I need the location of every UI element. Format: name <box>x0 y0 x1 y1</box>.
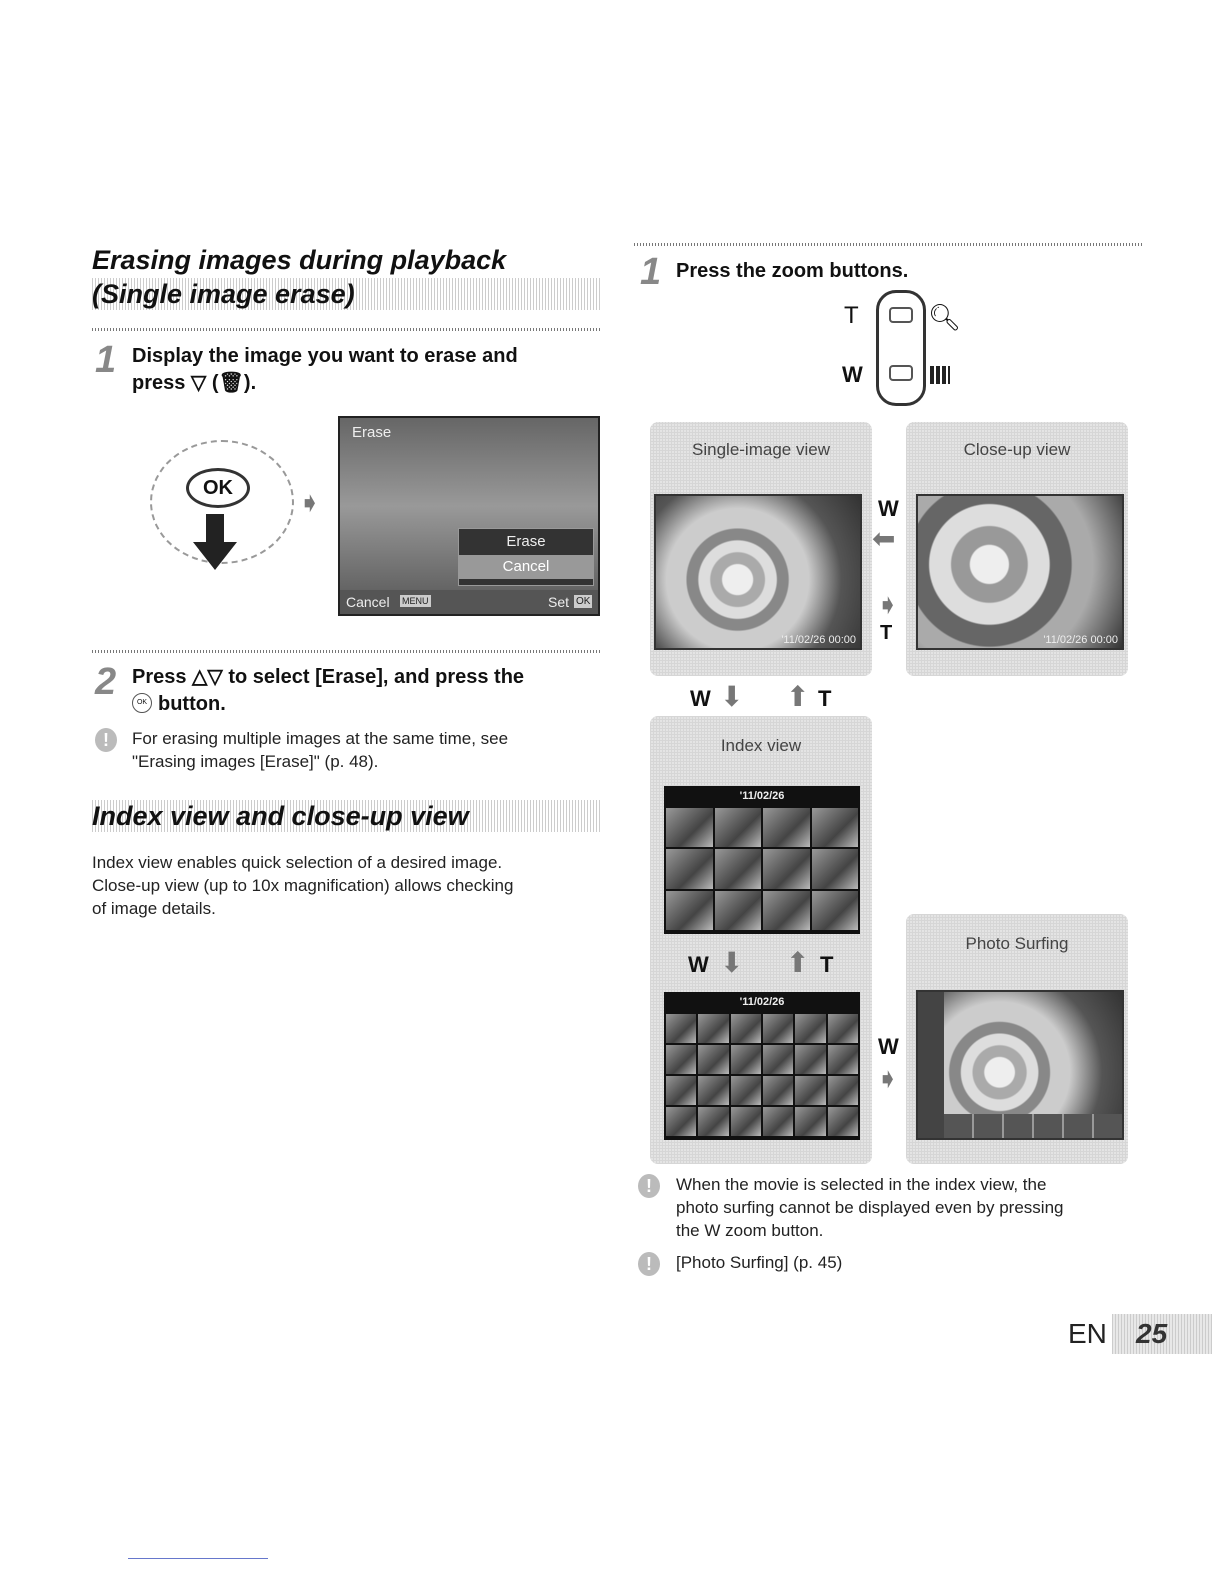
index-screen-6x4 <box>664 992 860 1140</box>
surfing-filmstrip <box>944 1114 1122 1138</box>
left-arrow-icon: ⬅ <box>872 523 896 554</box>
menu-item-cancel[interactable]: Cancel <box>459 555 593 579</box>
step-text: Press △▽ to select [Erase], and press the <box>132 666 525 688</box>
thumbnail-grid <box>664 806 860 932</box>
erase-menu <box>458 528 594 586</box>
right-arrow-icon: ➧ <box>298 487 322 518</box>
step-number: 1 <box>95 339 117 381</box>
panel-label: Close-up view <box>963 440 1071 459</box>
note-text: [Photo Surfing] (p. 45) <box>676 1253 843 1272</box>
language-code: EN <box>1068 1318 1107 1349</box>
divider <box>92 328 600 331</box>
footer-rule <box>128 1558 268 1559</box>
body-text: Close-up view (up to 10x magnification) allows checking <box>92 876 514 895</box>
thumbnail-grid <box>664 1012 860 1138</box>
body-text: of image details. <box>92 899 216 918</box>
down-arrow-icon: ⬇ <box>720 681 744 712</box>
ok-button-icon: OK <box>186 468 250 508</box>
note-text: the W zoom button. <box>676 1221 824 1240</box>
screen-title: Erase <box>352 424 392 441</box>
menu-key-icon: MENU <box>402 596 429 606</box>
w-label: W <box>878 496 899 521</box>
ok-key-icon: OK <box>576 596 591 607</box>
date-stamp: '11/02/26 00:00 <box>1043 634 1118 646</box>
down-arrow-icon <box>206 514 224 544</box>
index-screen-4x3 <box>664 786 860 934</box>
t-label: T <box>820 952 834 977</box>
ok-circle-icon: OK <box>132 693 152 713</box>
step-text: button. <box>158 693 226 715</box>
cancel-label: Cancel <box>346 594 390 610</box>
panel-label: Index view <box>720 736 802 755</box>
zoom-lever-icon <box>876 290 926 406</box>
single-photo <box>654 494 862 650</box>
zoom-w-label: W <box>842 362 863 387</box>
screen-footer <box>340 590 598 614</box>
w-label: W <box>878 1034 899 1059</box>
surfing-photo <box>916 990 1124 1140</box>
down-arrow-icon: ⬇ <box>720 947 744 978</box>
panel-label: Single-image view <box>692 440 830 459</box>
note-text: photo surfing cannot be displayed even by pressing <box>676 1198 1064 1217</box>
note-text: When the movie is selected in the index view, the <box>676 1175 1047 1194</box>
date-stamp: '11/02/26 00:00 <box>781 634 856 646</box>
index-panel <box>650 716 872 1164</box>
index-date: '11/02/26 <box>739 996 785 1008</box>
section-title-erasing-sub: (Single image erase) <box>92 278 600 310</box>
set-label: Set <box>548 594 570 610</box>
step-number: 1 <box>640 251 662 293</box>
note-text: For erasing multiple images at the same time, see <box>132 729 509 748</box>
section-title-erasing: Erasing images during playback <box>92 245 507 275</box>
up-arrow-icon: ⬆ <box>786 681 810 712</box>
w-label: W <box>688 952 709 977</box>
closeup-panel <box>906 422 1128 676</box>
menu-item-erase[interactable]: Erase <box>506 533 546 550</box>
t-label: T <box>880 622 893 644</box>
divider <box>92 650 600 653</box>
divider <box>634 243 1142 246</box>
w-label: W <box>690 686 711 711</box>
index-date: '11/02/26 <box>739 790 785 802</box>
note-icon: ! <box>95 728 117 752</box>
page-number: 25 <box>1112 1314 1212 1354</box>
single-image-panel <box>650 422 872 676</box>
section-title-index: Index view and close-up view <box>92 800 600 832</box>
down-arrow-head-icon <box>193 542 237 570</box>
note-icon: ! <box>638 1174 660 1198</box>
zoom-t-label: T <box>844 302 859 329</box>
t-label: T <box>818 686 832 711</box>
note-text: "Erasing images [Erase]" (p. 48). <box>132 752 379 771</box>
step-text: press ▽ (🗑). <box>132 372 257 394</box>
body-text: Index view enables quick selection of a desired image. <box>92 853 503 872</box>
up-arrow-icon: ⬆ <box>786 947 810 978</box>
right-arrow-icon: ➧ <box>876 1063 900 1094</box>
panel-label: Photo Surfing <box>965 934 1069 953</box>
right-arrow-icon: ➧ <box>876 589 900 620</box>
step-text: Press the zoom buttons. <box>676 260 909 282</box>
photo-surfing-panel <box>906 914 1128 1164</box>
index-grid-icon <box>930 366 950 384</box>
step-text: Display the image you want to erase and <box>132 345 518 367</box>
note-icon: ! <box>638 1252 660 1276</box>
magnify-icon: 🔍︎ <box>928 302 962 332</box>
step-number: 2 <box>95 661 117 703</box>
erase-screen <box>338 416 600 616</box>
surfing-sidebar <box>918 992 944 1138</box>
closeup-photo <box>916 494 1124 650</box>
